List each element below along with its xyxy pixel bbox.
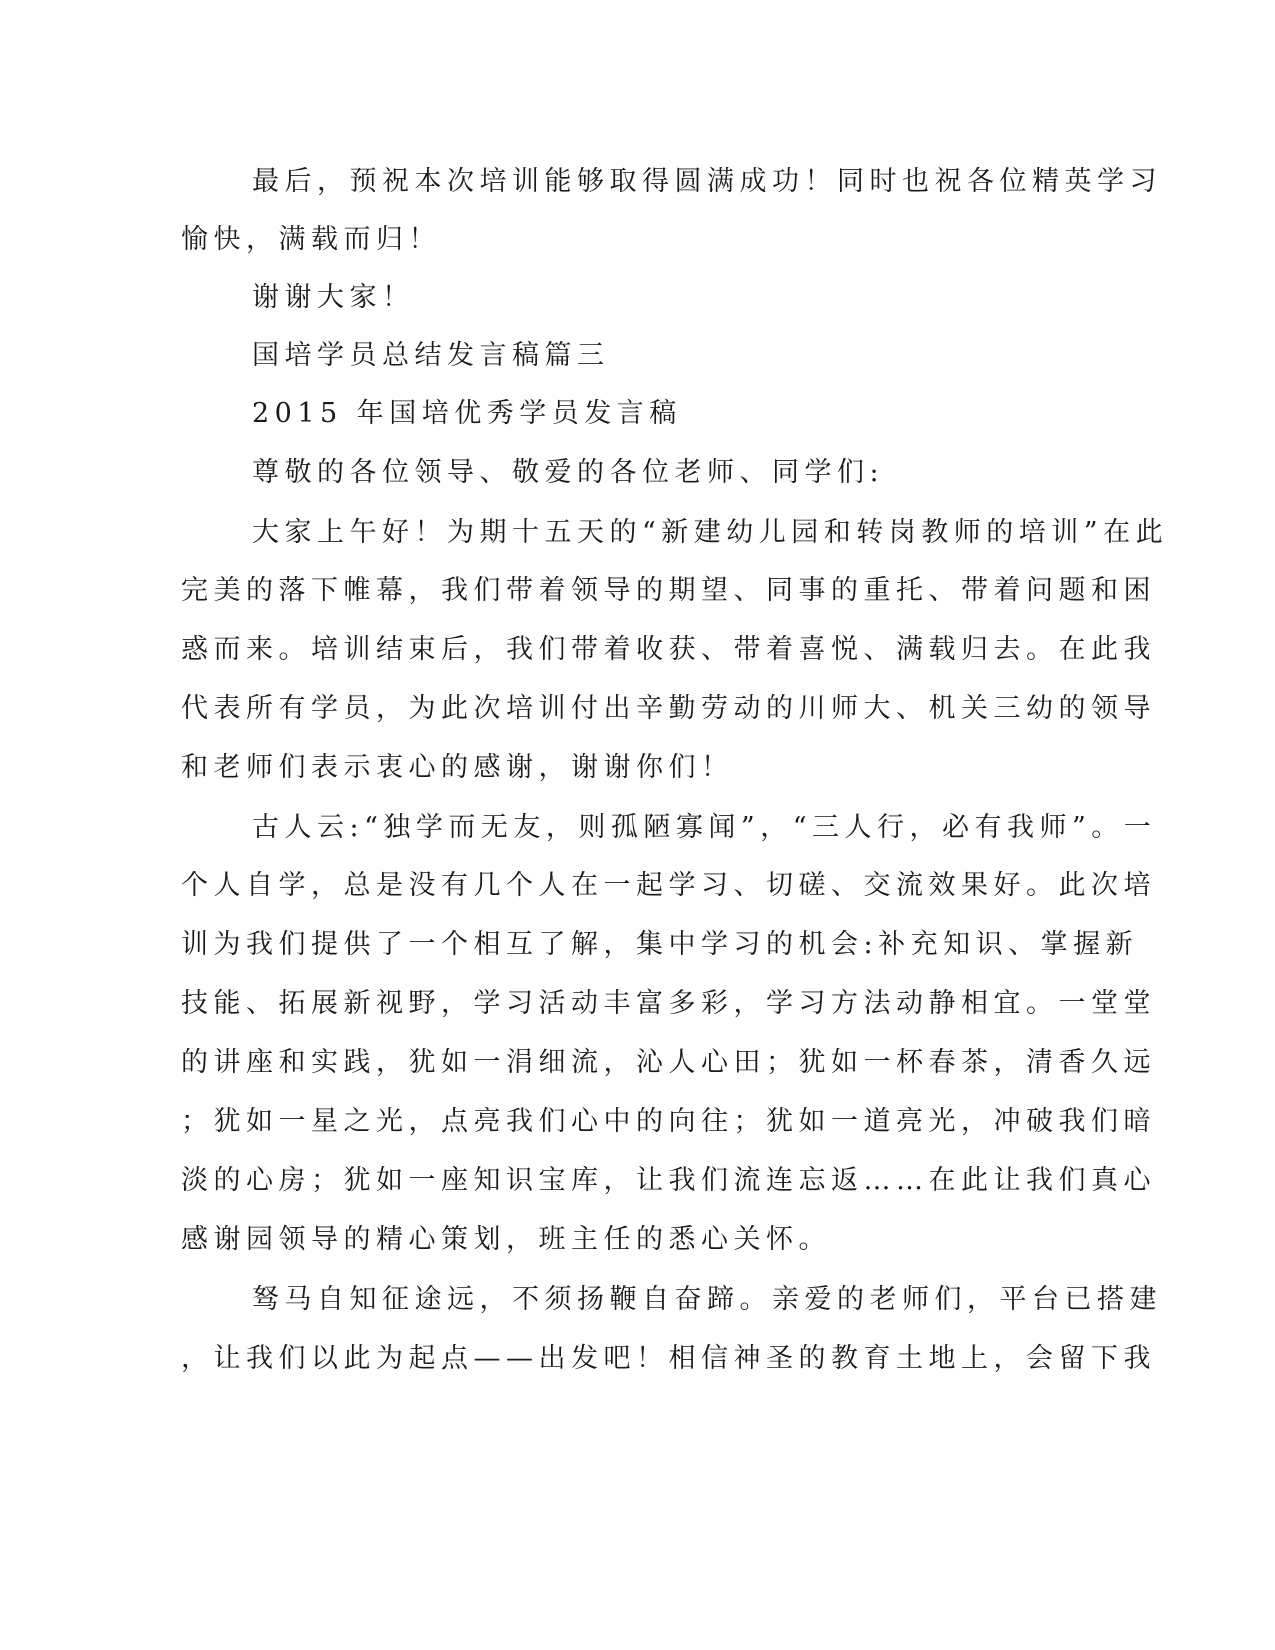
paragraph-greeting-line-4: 代表所有学员，为此次培训付出辛勤劳动的川师大、机关三幼的领导 <box>181 693 1156 724</box>
paragraph-closing-wishes-line-1: 最后，预祝本次培训能够取得圆满成功！同时也祝各位精英学习 <box>252 166 1162 197</box>
paragraph-departure-line-2: ，让我们以此为起点——出发吧！相信神圣的教育土地上，会留下我 <box>181 1343 1156 1374</box>
paragraph-greeting-line-3: 惑而来。培训结束后，我们带着收获、带着喜悦、满载归去。在此我 <box>181 634 1156 665</box>
paragraph-ancient-quote-line-8: 感谢园领导的精心策划，班主任的悉心关怀。 <box>181 1224 831 1255</box>
paragraph-ancient-quote-line-4: 技能、拓展新视野，学习活动丰富多彩，学习方法动静相宜。一堂堂 <box>181 988 1156 1019</box>
paragraph-ancient-quote-line-1: 古人云:“独学而无友，则孤陋寡闻”，“三人行，必有我师”。一 <box>252 812 1157 843</box>
salutation: 尊敬的各位领导、敬爱的各位老师、同学们: <box>252 457 885 488</box>
thanks-line: 谢谢大家！ <box>252 282 415 313</box>
paragraph-ancient-quote-line-6: ；犹如一星之光，点亮我们心中的向往；犹如一道亮光，冲破我们暗 <box>181 1106 1156 1137</box>
paragraph-greeting-line-1: 大家上午好！为期十五天的“新建幼儿园和转岗教师的培训”在此 <box>252 517 1169 548</box>
paragraph-ancient-quote-line-2: 个人自学，总是没有几个人在一起学习、切磋、交流效果好。此次培 <box>181 870 1156 901</box>
paragraph-departure-line-1: 驽马自知征途远，不须扬鞭自奋蹄。亲爱的老师们，平台已搭建 <box>252 1284 1162 1315</box>
section-heading: 国培学员总结发言稿篇三 <box>252 340 610 371</box>
paragraph-greeting-line-2: 完美的落下帷幕，我们带着领导的期望、同事的重托、带着问题和困 <box>181 575 1156 606</box>
paragraph-ancient-quote-line-7: 淡的心房；犹如一座知识宝库，让我们流连忘返……在此让我们真心 <box>181 1165 1156 1196</box>
paragraph-ancient-quote-line-3: 训为我们提供了一个相互了解，集中学习的机会:补充知识、掌握新 <box>181 929 1139 960</box>
paragraph-ancient-quote-line-5: 的讲座和实践，犹如一涓细流，沁人心田；犹如一杯春茶，清香久远 <box>181 1047 1156 1078</box>
paragraph-greeting-line-5: 和老师们表示衷心的感谢，谢谢你们！ <box>181 752 734 783</box>
paragraph-closing-wishes-line-2: 愉快，满载而归！ <box>181 224 441 255</box>
speech-title: 2015 年国培优秀学员发言稿 <box>252 398 682 429</box>
